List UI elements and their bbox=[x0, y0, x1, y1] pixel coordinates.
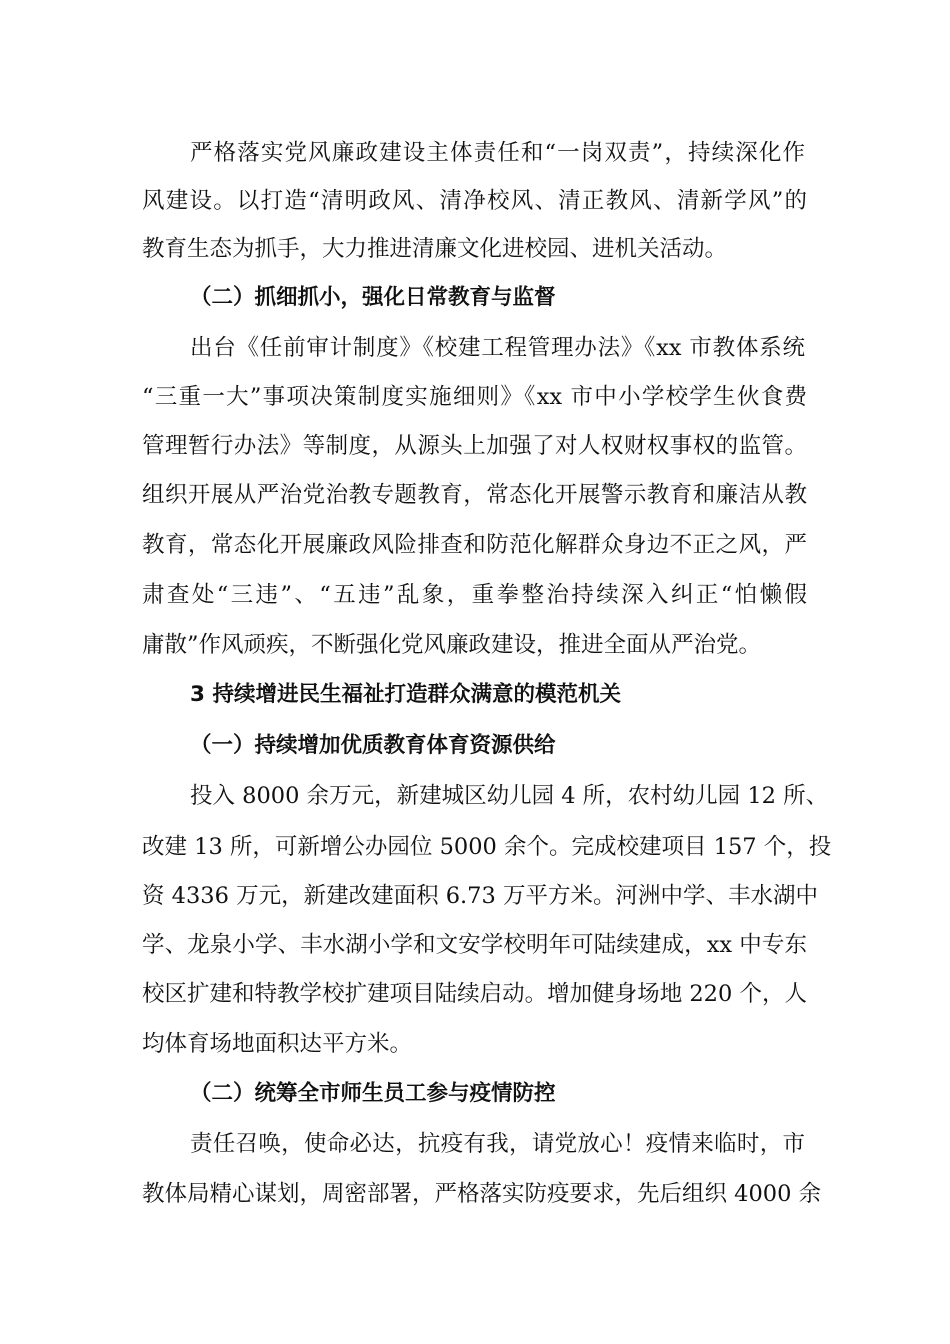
paragraph-line: 严格落实党风廉政建设主体责任和“一岗双责”，持续深化作 bbox=[190, 140, 805, 166]
paragraph-line: 组织开展从严治党治教专题教育，常态化开展警示教育和廉洁从教 bbox=[142, 482, 807, 508]
paragraph-line: 教体局精心谋划，周密部署，严格落实防疫要求，先后组织 4000 余 bbox=[142, 1181, 822, 1207]
paragraph-line: 校区扩建和特教学校扩建项目陆续启动。增加健身场地 220 个，人 bbox=[142, 981, 807, 1007]
paragraph-line: 学、龙泉小学、丰水湖小学和文安学校明年可陆续建成，xx 中专东 bbox=[142, 932, 807, 958]
paragraph-line: 均体育场地面积达平方米。 bbox=[142, 1031, 413, 1057]
paragraph-line: 投入 8000 余万元，新建城区幼儿园 4 所，农村幼儿园 12 所、 bbox=[190, 783, 829, 809]
paragraph-line: 资 4336 万元，新建改建面积 6.73 万平方米。河洲中学、丰水湖中 bbox=[142, 883, 818, 909]
section-heading: （一）持续增加优质教育体育资源供给 bbox=[190, 733, 556, 758]
section-heading: （二）抓细抓小，强化日常教育与监督 bbox=[190, 285, 556, 310]
paragraph-line: 责任召唤，使命必达，抗疫有我，请党放心！疫情来临时，市 bbox=[190, 1131, 805, 1157]
paragraph-line: 教育，常态化开展廉政风险排查和防范化解群众身边不正之风，严 bbox=[142, 532, 807, 558]
paragraph-line: 风建设。以打造“清明政风、清净校风、清正教风、清新学风”的 bbox=[142, 188, 807, 214]
paragraph-line: 教育生态为抓手，大力推进清廉文化进校园、进机关活动。 bbox=[142, 236, 728, 262]
paragraph-line: 庸散”作风顽疾，不断强化党风廉政建设，推进全面从严治党。 bbox=[142, 632, 762, 658]
paragraph-line: 改建 13 所，可新增公办园位 5000 余个。完成校建项目 157 个，投 bbox=[142, 834, 832, 860]
paragraph-line: 肃查处“三违”、“五违”乱象，重拳整治持续深入纠正“怕懒假 bbox=[142, 582, 807, 608]
section-heading: （二）统筹全市师生员工参与疫情防控 bbox=[190, 1081, 556, 1106]
paragraph-line: 出台《任前审计制度》《校建工程管理办法》《xx 市教体系统 bbox=[190, 335, 805, 361]
paragraph-line: “三重一大”事项决策制度实施细则》《xx 市中小学校学生伙食费 bbox=[142, 384, 807, 410]
paragraph-line: 管理暂行办法》等制度，从源头上加强了对人权财权事权的监管。 bbox=[142, 433, 807, 459]
section-heading: 3 持续增进民生福祉打造群众满意的模范机关 bbox=[190, 682, 621, 707]
